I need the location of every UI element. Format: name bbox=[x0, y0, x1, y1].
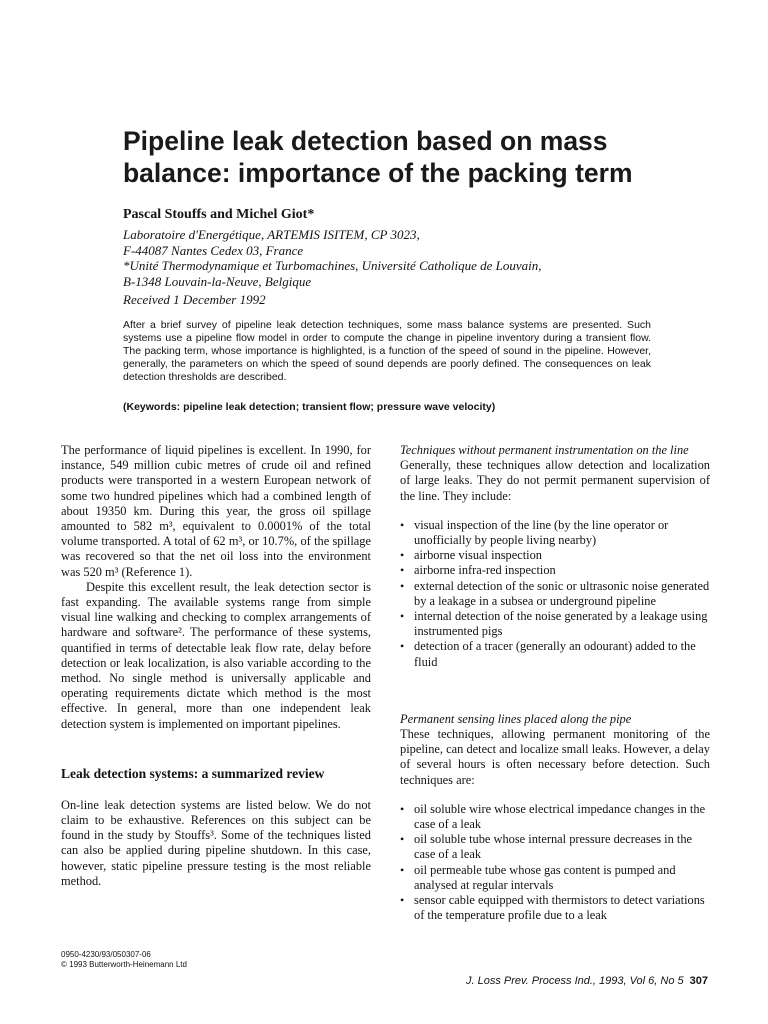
affiliation-line: Laboratoire d'Energétique, ARTEMIS ISITEM, CP 3023, bbox=[123, 227, 420, 242]
left-column bbox=[61, 443, 371, 889]
list-item bbox=[400, 863, 710, 893]
bullet-list bbox=[400, 518, 710, 670]
list-item bbox=[400, 563, 710, 578]
abstract: After a brief survey of pipeline leak detection techniques, some mass balance systems are presented. Such systems use a pipeline flow model in order to compute the change in pipeline inventory during a transient flow. The packing term, whose importance is highlighted, is a function of the speed of sound in the pipeline. However, generally, the parameters on which the speed of sound depends are poorly defined. The consequences on leak detection thresholds are described. bbox=[123, 319, 651, 383]
title-line: balance: importance of the packing term bbox=[123, 158, 633, 188]
bullet-icon: • bbox=[400, 609, 405, 624]
list-item-text: visual inspection of the line (by the line operator or unofficially by people living nearby) bbox=[414, 517, 669, 548]
publication-code: 0950-4230/93/050307-06 bbox=[61, 950, 151, 959]
list-item bbox=[400, 802, 710, 832]
list-item-text: internal detection of the noise generated by a leakage using instrumented pigs bbox=[414, 609, 708, 639]
bullet-icon: • bbox=[400, 832, 405, 847]
subsection-paragraph: These techniques, allowing permanent monitoring of the pipeline, can detect and localize small leaks. However, a delay of several hours is often necessary before detection. Such techniques are: bbox=[400, 727, 710, 787]
list-item bbox=[400, 518, 710, 548]
list-item-text: detection of a tracer (generally an odourant) added to the fluid bbox=[414, 639, 696, 669]
copyright-notice: © 1993 Butterworth-Heinemann Ltd bbox=[61, 960, 187, 969]
list-item bbox=[400, 639, 710, 669]
right-column bbox=[400, 443, 710, 923]
list-item-text: oil soluble tube whose internal pressure decreases in the case of a leak bbox=[414, 832, 693, 862]
running-footer bbox=[466, 975, 708, 987]
bullet-icon: • bbox=[400, 563, 405, 578]
section-heading: Leak detection systems: a summarized review bbox=[61, 765, 325, 781]
bullet-icon: • bbox=[400, 801, 405, 816]
affiliations bbox=[123, 227, 683, 289]
keywords: (Keywords: pipeline leak detection; transient flow; pressure wave velocity) bbox=[123, 401, 496, 413]
affiliation-line: F-44087 Nantes Cedex 03, France bbox=[123, 242, 304, 258]
authors: Pascal Stouffs and Michel Giot* bbox=[123, 207, 315, 222]
affiliation-line: B-1348 Louvain-la-Neuve, Belgique bbox=[123, 273, 312, 289]
subsection-heading: Techniques without permanent instrumentation on the line bbox=[400, 443, 689, 457]
list-item-text: oil soluble wire whose electrical impedance changes in the case of a leak bbox=[414, 801, 706, 832]
intro-paragraph-2: Despite this excellent result, the leak detection sector is fast expanding. The available systems range from simple visual line walking and checking to complex arrangements of hardware and software². The performance of these systems, quantified in terms of detectable leak flow rate, delay before detection or leak localization, is also variable according to the method. No single method is universally applicable and operating requirements dictate which method is the most effective. In general, more than one independent leak detection system is implemented on important pipelines. bbox=[61, 579, 371, 731]
affiliation-line: *Unité Thermodynamique et Turbomachines, Université Catholique de Louvain, bbox=[123, 258, 542, 274]
intro-paragraph: The performance of liquid pipelines is excellent. In 1990, for instance, 549 million cubic metres of crude oil and refined products were transported in a western European network of some two hundred pipelines which had a combined length of about 19350 km. During this year, the gross oil spillage amounted to 582 m³, equivalent to 0.0001% of the total volume transported. A total of 62 m³, or 10.7%, of the spillage was recovered so that the net oil loss into the environment was 520 m³ (Reference 1). bbox=[61, 443, 371, 579]
bullet-list bbox=[400, 802, 710, 924]
subsection-heading: Permanent sensing lines placed along the pipe bbox=[400, 711, 632, 726]
list-item-text: airborne visual inspection bbox=[414, 548, 543, 563]
bullet-icon: • bbox=[400, 578, 405, 593]
section-paragraph: On-line leak detection systems are listed below. We do not claim to be exhaustive. References on this subject can be found in the study by Stouffs³. Some of the techniques listed can also be applied during pipeline shutdown. In this case, however, static pipeline pressure testing is the most reliable method. bbox=[61, 797, 371, 888]
list-item bbox=[400, 548, 710, 563]
list-item-text: sensor cable equipped with thermistors to detect variations of the temperature profile due to a leak bbox=[414, 893, 705, 923]
copyright-block bbox=[61, 950, 187, 970]
list-item-text: oil permeable tube whose gas content is pumped and analysed at regular intervals bbox=[414, 862, 676, 892]
subsection-paragraph: Generally, these techniques allow detection and localization of large leaks. They do not permit permanent supervision of the line. They include: bbox=[400, 458, 710, 503]
title-line: Pipeline leak detection based on mass bbox=[123, 126, 608, 156]
journal-citation: J. Loss Prev. Process Ind., 1993, Vol 6, No 5 bbox=[465, 975, 684, 987]
received-date: Received 1 December 1992 bbox=[123, 292, 266, 307]
bullet-icon: • bbox=[400, 639, 405, 654]
list-item-text: airborne infra-red inspection bbox=[414, 563, 556, 578]
list-item bbox=[400, 832, 710, 862]
list-item bbox=[400, 609, 710, 639]
paper-title bbox=[123, 125, 683, 189]
page-number: 307 bbox=[689, 975, 708, 987]
bullet-icon: • bbox=[400, 548, 405, 563]
bullet-icon: • bbox=[400, 893, 405, 908]
list-item bbox=[400, 893, 710, 923]
list-item bbox=[400, 579, 710, 609]
bullet-icon: • bbox=[400, 862, 405, 877]
bullet-icon: • bbox=[400, 517, 405, 532]
list-item-text: external detection of the sonic or ultrasonic noise generated by a leakage in a subsea or underground pipeline bbox=[414, 578, 710, 608]
